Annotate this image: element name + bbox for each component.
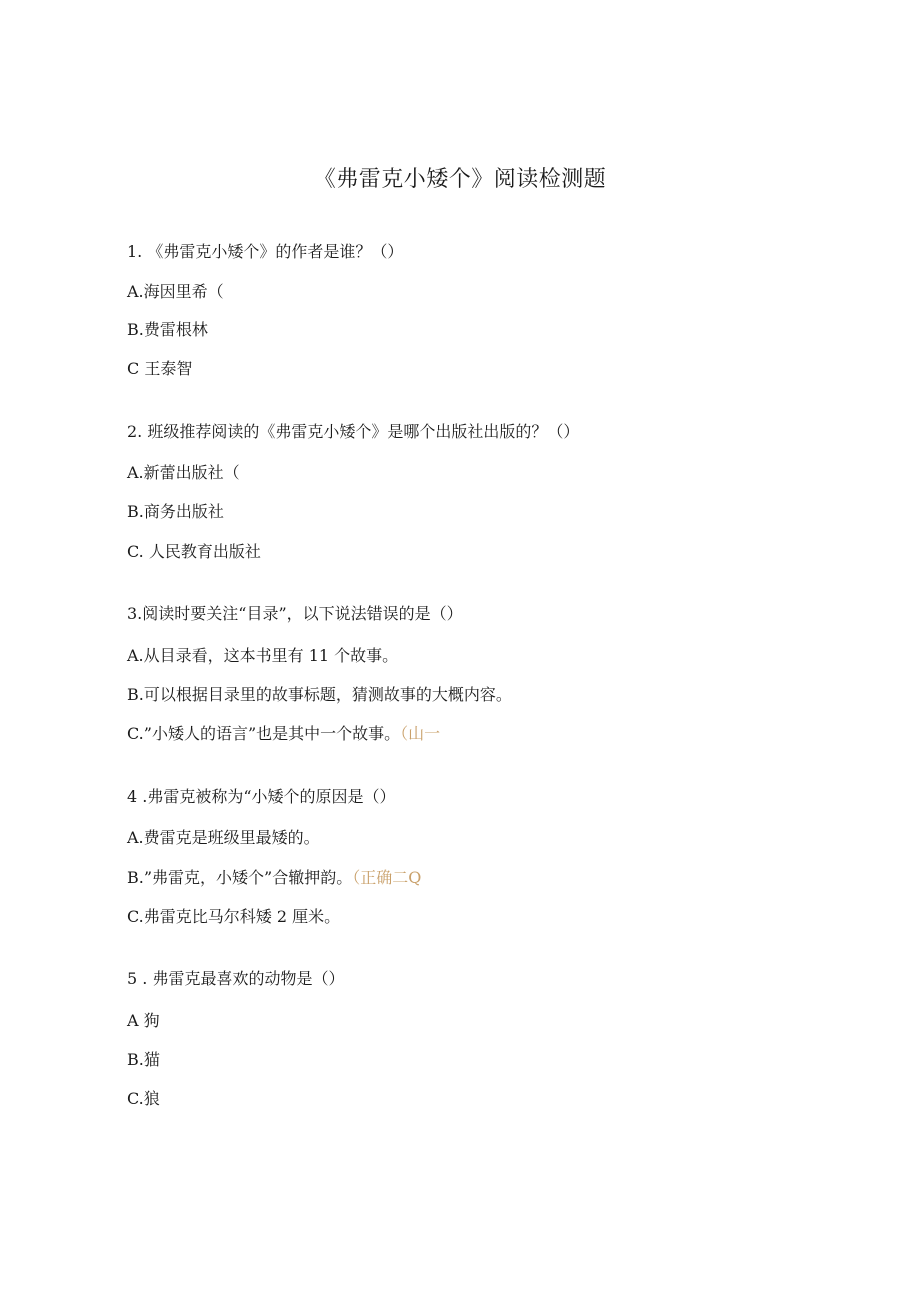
question-3-option-c[interactable] — [127, 722, 440, 746]
option-text: C.弗雷克比马尔科矮 2 厘米。 — [127, 907, 341, 926]
question-2-option-c[interactable] — [127, 540, 261, 564]
question-4-stem: 4 .弗雷克被称为“小矮个的原因是（） — [127, 787, 396, 806]
question-4-option-a[interactable] — [127, 826, 320, 850]
option-text: A 狗 — [127, 1011, 160, 1030]
question-4-option-c[interactable] — [127, 905, 340, 929]
question-3-option-b[interactable] — [127, 683, 512, 707]
option-text: B.”弗雷克，小矮个”合辙押韵。 — [127, 868, 353, 887]
question-5-option-b[interactable] — [127, 1048, 160, 1072]
question-2-stem: 2. 班级推荐阅读的《弗雷克小矮个》是哪个出版社出版的？（） — [127, 422, 580, 441]
option-text: A.海因里希（ — [127, 282, 224, 301]
option-text: C. 人民教育出版社 — [127, 542, 261, 561]
question-4-option-b[interactable] — [127, 866, 421, 890]
option-text: C.”小矮人的语言”也是其中一个故事。 — [127, 724, 401, 743]
option-text: A.从目录看，这本书里有 11 个故事。 — [127, 646, 399, 665]
handwritten-mark: （正确二Q — [352, 868, 422, 887]
question-1-option-b[interactable] — [127, 318, 208, 342]
question-1-option-c[interactable] — [127, 357, 192, 381]
option-text: B.猫 — [127, 1050, 160, 1069]
option-text: B.可以根据目录里的故事标题，猜测故事的大概内容。 — [127, 685, 512, 704]
question-1-option-a[interactable] — [127, 280, 224, 304]
page-title: 《弗雷克小矮个》阅读检测题 — [313, 167, 607, 192]
question-2-option-b[interactable] — [127, 500, 224, 524]
question-5-option-a[interactable] — [127, 1009, 160, 1033]
question-3-stem: 3.阅读时要关注“目录”，以下说法错误的是（） — [127, 604, 463, 623]
option-text: C.狼 — [127, 1089, 160, 1108]
question-2-option-a[interactable] — [127, 461, 240, 485]
question-1-stem: 1. 《弗雷克小矮个》的作者是谁？（） — [127, 242, 404, 261]
option-text: A.新蕾出版社（ — [127, 463, 240, 482]
handwritten-mark: （山一 — [400, 724, 441, 743]
question-3-option-a[interactable] — [127, 644, 398, 668]
option-text: B.费雷根林 — [127, 320, 208, 339]
option-text: C 王泰智 — [127, 359, 193, 378]
option-text: A.费雷克是班级里最矮的。 — [127, 828, 320, 847]
question-5-option-c[interactable] — [127, 1087, 160, 1111]
question-5-stem: 5 . 弗雷克最喜欢的动物是（） — [127, 969, 345, 988]
option-text: B.商务出版社 — [127, 502, 224, 521]
